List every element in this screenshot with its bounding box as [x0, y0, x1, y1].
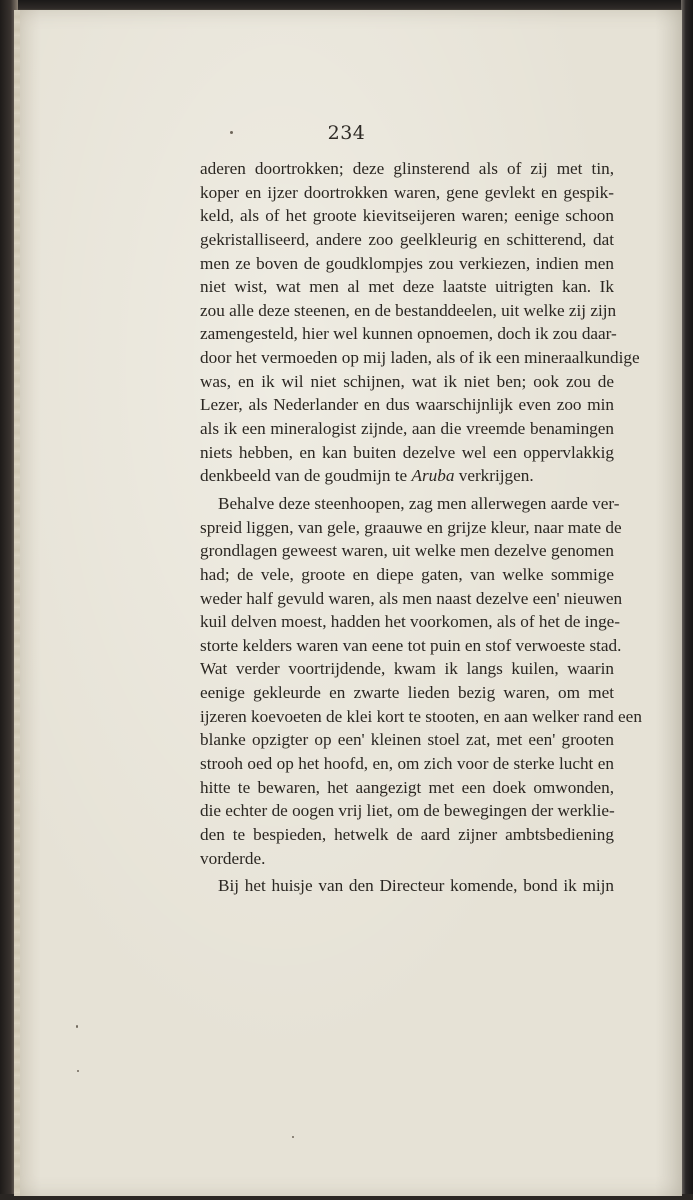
paragraph [200, 157, 640, 488]
text-line: vorderde. [200, 848, 266, 868]
text-line: koper en ijzer doortrokken waren, gene gevlekt en gespik- [200, 182, 614, 202]
paper-speck [292, 1136, 294, 1138]
text-line: niet wist, wat men al met deze laatste uitrigten kan. Ik [200, 277, 614, 297]
page-number: 234 [327, 122, 366, 144]
text-line: eenige gekleurde en zwarte lieden bezig waren, om met [200, 683, 614, 703]
text-line: men ze boven de goudklompjes zou verkiezen, indien men [200, 253, 614, 273]
text-line: strooh oed op het hoofd, en, om zich voor de sterke lucht en [200, 754, 614, 774]
text-run: verkrijgen. [454, 466, 534, 486]
text-line: spreid liggen, van gele, graauwe en grijze kleur, naar mate de [200, 517, 622, 537]
text-line: kuil delven moest, hadden het voorkomen, als of het de inge- [200, 612, 621, 632]
text-line: als ik een mineralogist zijnde, aan die vreemde benamingen [200, 419, 614, 439]
text-line: Behalve deze steenhoopen, zag men allerwegen aarde ver- [218, 493, 620, 513]
text-line: blanke opzigter op een' kleinen stoel zat, met een' grooten [200, 730, 614, 750]
text-line: gekristalliseerd, andere zoo geelkleurig en schitterend, dat [200, 229, 614, 249]
text-line: weder half gevuld waren, als men naast dezelve een' nieuwen [200, 588, 623, 608]
paragraph [200, 492, 642, 870]
text-line: storte kelders waren van eene tot puin en stof verwoeste stad. [200, 635, 622, 655]
text-line: Bij het huisje van den Directeur komende, bond ik mijn [218, 876, 614, 896]
text-line: aderen doortrokken; deze glinsterend als of zij met tin, [200, 159, 614, 178]
text-line: had; de vele, groote en diepe gaten, van welke sommige [200, 564, 614, 584]
text-line: zou alle deze steenen, en de bestanddeelen, uit welke zij zijn [200, 300, 617, 320]
paragraph [200, 874, 614, 898]
italic-place-name: Aruba [411, 466, 455, 486]
page-deckle-edge [14, 10, 20, 1196]
text-line: ijzeren koevoeten de klei kort te stooten, en aan welker rand een [200, 706, 642, 726]
text-line [200, 464, 614, 488]
text-line: was, en ik wil niet schijnen, wat ik niet ben; ook zou de [200, 371, 614, 391]
text-run: denkbeeld van de goudmijn te [200, 466, 412, 486]
text-line: hitte te bewaren, het aangezigt met een doek omwonden, [200, 777, 614, 797]
text-line: door het vermoeden op mij laden, als of ik een mineraalkundige [200, 348, 640, 368]
scan-background-right [681, 0, 693, 1200]
text-line: die echter de oogen vrij liet, om de bewegingen der werklie- [200, 801, 615, 821]
body-text [200, 157, 642, 898]
paper-speck [76, 1025, 78, 1028]
paper-speck [77, 1070, 79, 1072]
text-line: niets hebben, en kan buiten dezelve wel een oppervlakkig [200, 442, 614, 462]
text-line: Wat verder voortrijdende, kwam ik langs kuilen, waarin [200, 659, 614, 679]
text-line: keld, als of het groote kievitseijeren waren; eenige schoon [200, 206, 614, 226]
text-line: zamengesteld, hier wel kunnen opnoemen, doch ik zou daar- [200, 324, 617, 344]
text-line: den te bespieden, hetwelk de aard zijner ambtsbediening [200, 824, 614, 844]
text-line: Lezer, als Nederlander en dus waarschijnlijk even zoo min [200, 395, 614, 415]
text-line: grondlagen geweest waren, uit welke men dezelve genomen [200, 541, 614, 561]
